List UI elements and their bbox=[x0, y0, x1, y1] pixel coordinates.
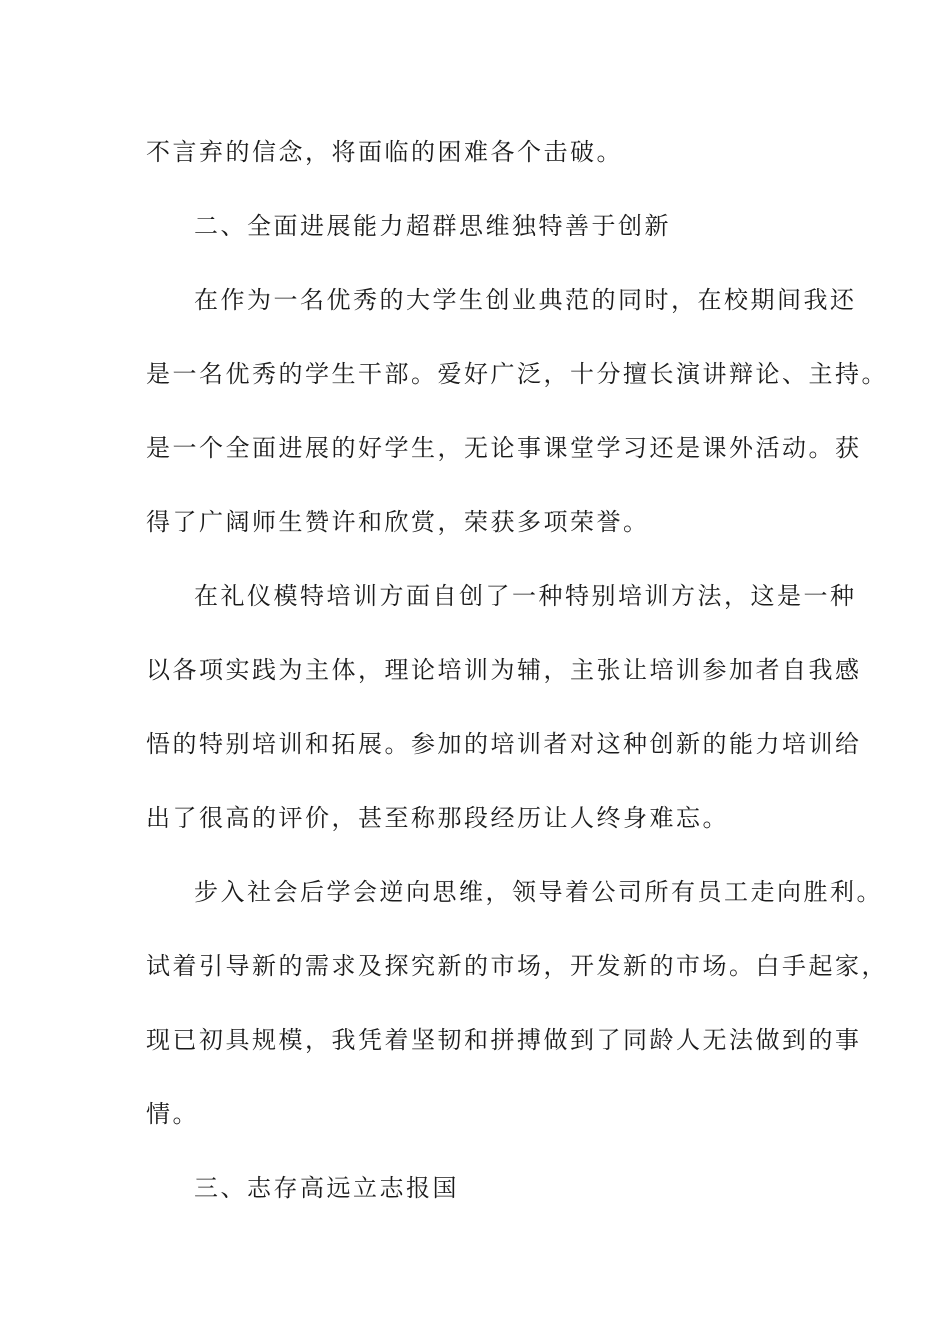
body-text-line: 以各项实践为主体，理论培训为辅，主张让培训参加者自我感 bbox=[146, 656, 862, 684]
paragraph-first-line: 步入社会后学会逆向思维，领导着公司所有员工走向胜利。 bbox=[194, 878, 883, 906]
body-text-line: 出了很高的评价，甚至称那段经历让人终身难忘。 bbox=[146, 804, 729, 832]
section-heading: 三、志存高远立志报国 bbox=[194, 1174, 459, 1202]
body-text-line: 是一名优秀的学生干部。爱好广泛，十分擅长演讲辩论、主持。 bbox=[146, 360, 888, 388]
paragraph-first-line: 在作为一名优秀的大学生创业典范的同时，在校期间我还 bbox=[194, 286, 857, 314]
body-text-line: 得了广阔师生赞许和欣赏，荣获多项荣誉。 bbox=[146, 508, 650, 536]
body-text-line: 现已初具规模，我凭着坚韧和拼搏做到了同龄人无法做到的事 bbox=[146, 1026, 862, 1054]
body-text-line: 试着引导新的需求及探究新的市场，开发新的市场。白手起家， bbox=[146, 952, 888, 980]
paragraph-first-line: 在礼仪模特培训方面自创了一种特别培训方法，这是一种 bbox=[194, 582, 857, 610]
body-text-line: 是一个全面进展的好学生，无论事课堂学习还是课外活动。获 bbox=[146, 434, 862, 462]
section-heading: 二、全面进展能力超群思维独特善于创新 bbox=[194, 212, 671, 240]
body-text-line: 不言弃的信念，将面临的困难各个击破。 bbox=[146, 138, 623, 166]
body-text-line: 悟的特别培训和拓展。参加的培训者对这种创新的能力培训给 bbox=[146, 730, 862, 758]
body-text-line: 情。 bbox=[146, 1100, 199, 1128]
